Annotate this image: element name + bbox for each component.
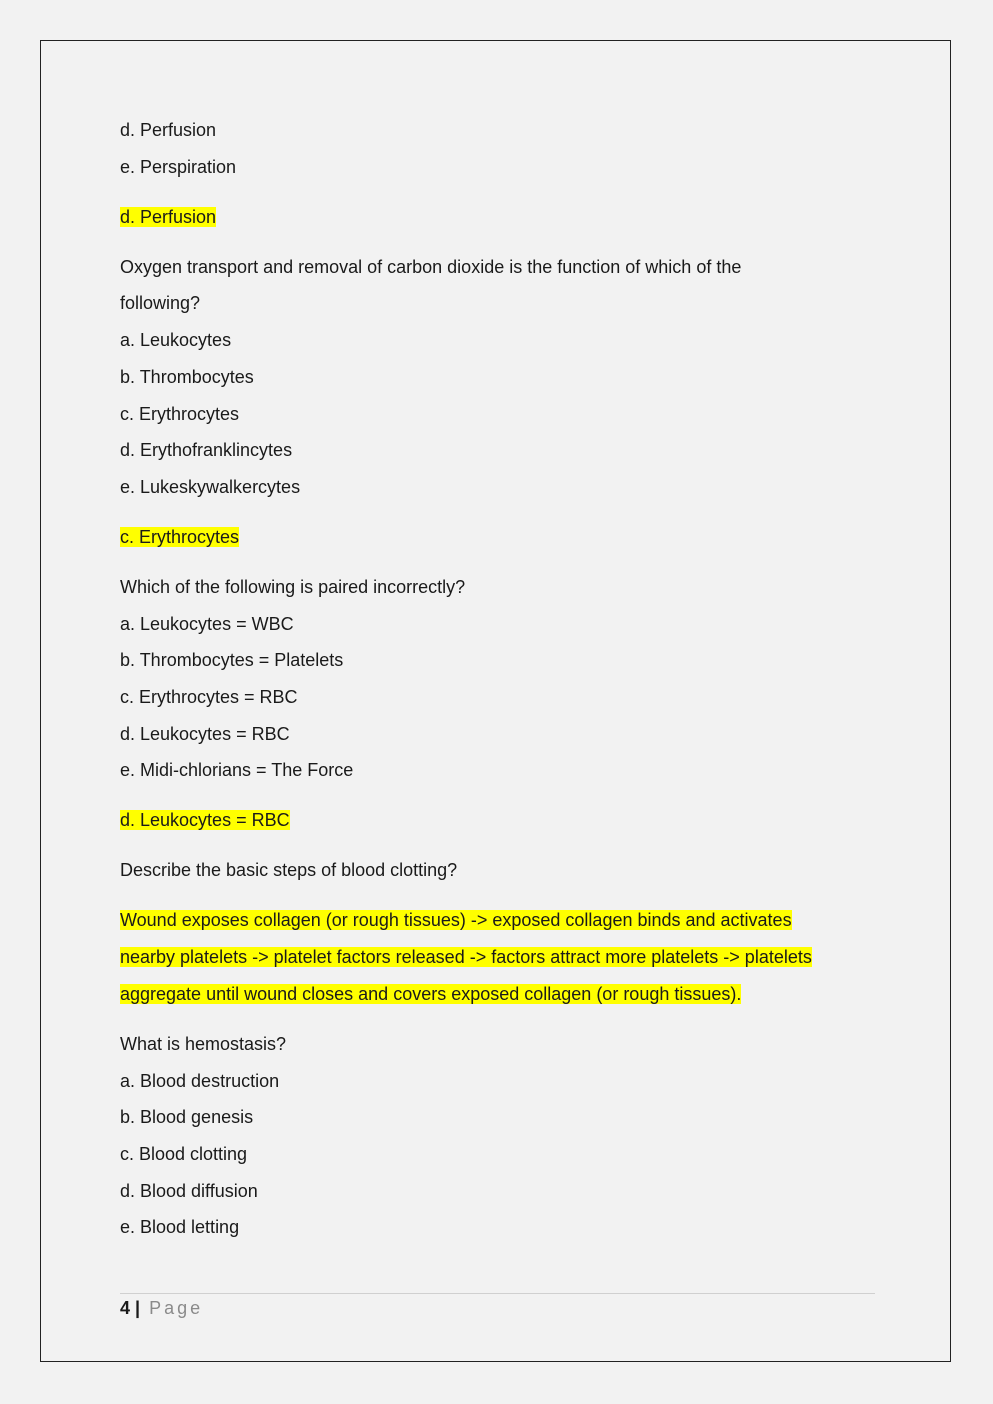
option-line: c. Erythrocytes [120, 403, 240, 424]
page-number: 4 [120, 1298, 131, 1318]
answer-line [120, 939, 880, 976]
page-footer [120, 1296, 203, 1320]
document-body [120, 112, 880, 1246]
option-line: b. Blood genesis [120, 1107, 254, 1128]
option-line: d. Blood diffusion [120, 1180, 258, 1201]
question-stem: What is hemostasis? [120, 1033, 287, 1054]
page-word: Page [149, 1298, 204, 1318]
answer-highlight: d. Leukocytes = RBC [120, 810, 290, 831]
option-line: a. Leukocytes [120, 330, 232, 351]
option-line: d. Erythofranklincytes [120, 440, 293, 461]
footer-divider [120, 1293, 875, 1294]
answer-highlight: aggregate until wound closes and covers exposed collagen (or rough tissues). [120, 983, 742, 1004]
option-line: b. Thrombocytes = Platelets [120, 650, 344, 671]
answer-highlight: Wound exposes collagen (or rough tissues) -> exposed collagen binds and activates [120, 910, 792, 931]
question-stem: Which of the following is paired incorrectly? [120, 576, 466, 597]
option-line: a. Leukocytes = WBC [120, 613, 294, 634]
option-line: c. Blood clotting [120, 1143, 248, 1164]
option-line: e. Perspiration [120, 156, 237, 177]
answer-line [120, 802, 880, 839]
answer-highlight: nearby platelets -> platelet factors released -> factors attract more platelets -> platelets [120, 947, 812, 968]
option-line: d. Leukocytes = RBC [120, 723, 290, 744]
question-stem: following? [120, 293, 201, 314]
answer-highlight: c. Erythrocytes [120, 526, 240, 547]
answer-highlight: d. Perfusion [120, 206, 217, 227]
answer-line [120, 902, 880, 939]
question-stem: Describe the basic steps of blood clotting? [120, 860, 458, 881]
footer-separator: | [135, 1298, 141, 1318]
option-line: c. Erythrocytes = RBC [120, 687, 298, 708]
answer-line [120, 519, 880, 556]
option-line: a. Blood destruction [120, 1070, 280, 1091]
question-stem: Oxygen transport and removal of carbon dioxide is the function of which of the [120, 256, 742, 277]
answer-line [120, 199, 880, 236]
option-line: d. Perfusion [120, 120, 217, 140]
answer-line [120, 976, 880, 1013]
option-line: b. Thrombocytes [120, 366, 254, 387]
option-line: e. Midi-chlorians = The Force [120, 760, 354, 781]
option-line: e. Blood letting [120, 1217, 240, 1238]
option-line: e. Lukeskywalkercytes [120, 476, 301, 497]
